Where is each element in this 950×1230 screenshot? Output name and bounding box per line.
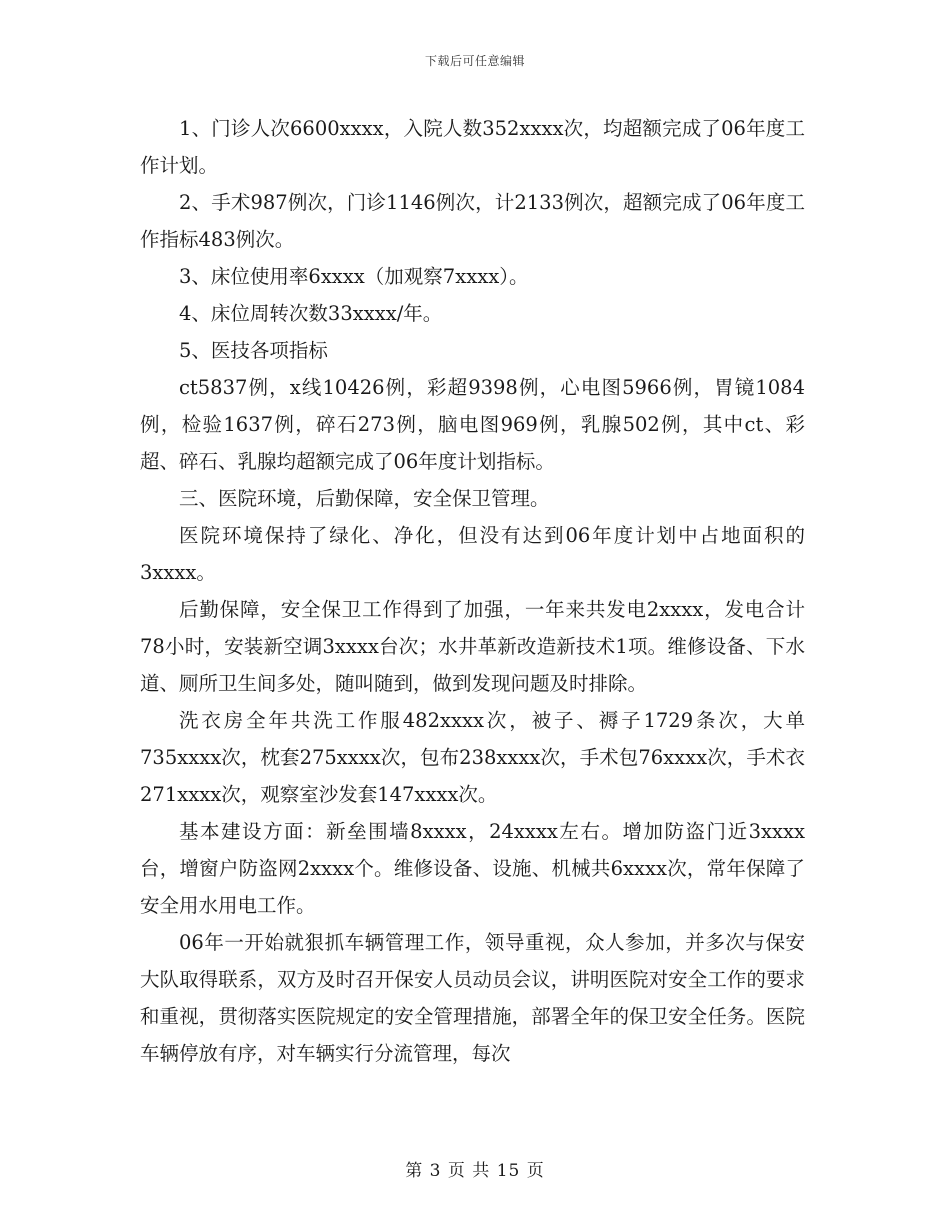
- paragraph-environment: 医院环境保持了绿化、净化，但没有达到06年度计划中占地面积的3xxxx。: [140, 524, 805, 584]
- paragraph-laundry: 洗衣房全年共洗工作服482xxxx次，被子、褥子1729条次，大单735xxxx次，枕套275xxxx次，包布238xxxx次，手术包76xxxx次，手术衣271xxxx次，观察室沙发套147xxxx次。: [140, 709, 805, 806]
- paragraph-medtech-details: ct5837例，x线10426例，彩超9398例，心电图5966例，胃镜1084例，检验1637例，碎石273例，脑电图969例，乳腺502例，其中ct、彩超、碎石、乳腺均超额完成了06年度计划指标。: [140, 376, 805, 473]
- paragraph-bed-turnover: 4、床位周转次数33xxxx/年。: [179, 302, 443, 325]
- document-body: [140, 110, 805, 1072]
- page-header: 下载后可任意编辑: [424, 54, 525, 68]
- paragraph-outpatient: 1、门诊人次6600xxxx，入院人数352xxxx次，均超额完成了06年度工作计划。: [140, 117, 805, 177]
- paragraph-medtech-heading: 5、医技各项指标: [179, 339, 328, 362]
- paragraph-vehicle-management: 06年一开始就狠抓车辆管理工作，领导重视，众人参加，并多次与保安大队取得联系，双方及时召开保安人员动员会议，讲明医院对安全工作的要求和重视，贯彻落实医院规定的安全管理措施，部署全年的保卫安全任务。医院车辆停放有序，对车辆实行分流管理，每次: [140, 931, 805, 1065]
- paragraph-construction: 基本建设方面：新垒围墙8xxxx，24xxxx左右。增加防盗门近3xxxx台，增窗户防盗网2xxxx个。维修设备、设施、机械共6xxxx次，常年保障了安全用水用电工作。: [140, 820, 805, 917]
- section-heading-environment: 三、医院环境，后勤保障，安全保卫管理。: [179, 487, 550, 510]
- page-number-footer: 第 3 页 共 15 页: [405, 1161, 545, 1181]
- paragraph-surgery: 2、手术987例次，门诊1146例次，计2133例次，超额完成了06年度工作指标483例次。: [140, 191, 805, 251]
- paragraph-bed-usage: 3、床位使用率6xxxx（加观察7xxxx）。: [179, 265, 529, 288]
- paragraph-logistics: 后勤保障，安全保卫工作得到了加强，一年来共发电2xxxx，发电合计78小时，安装新空调3xxxx台次；水井革新改造新技术1项。维修设备、下水道、厕所卫生间多处，随叫随到，做到发现问题及时排除。: [140, 598, 805, 695]
